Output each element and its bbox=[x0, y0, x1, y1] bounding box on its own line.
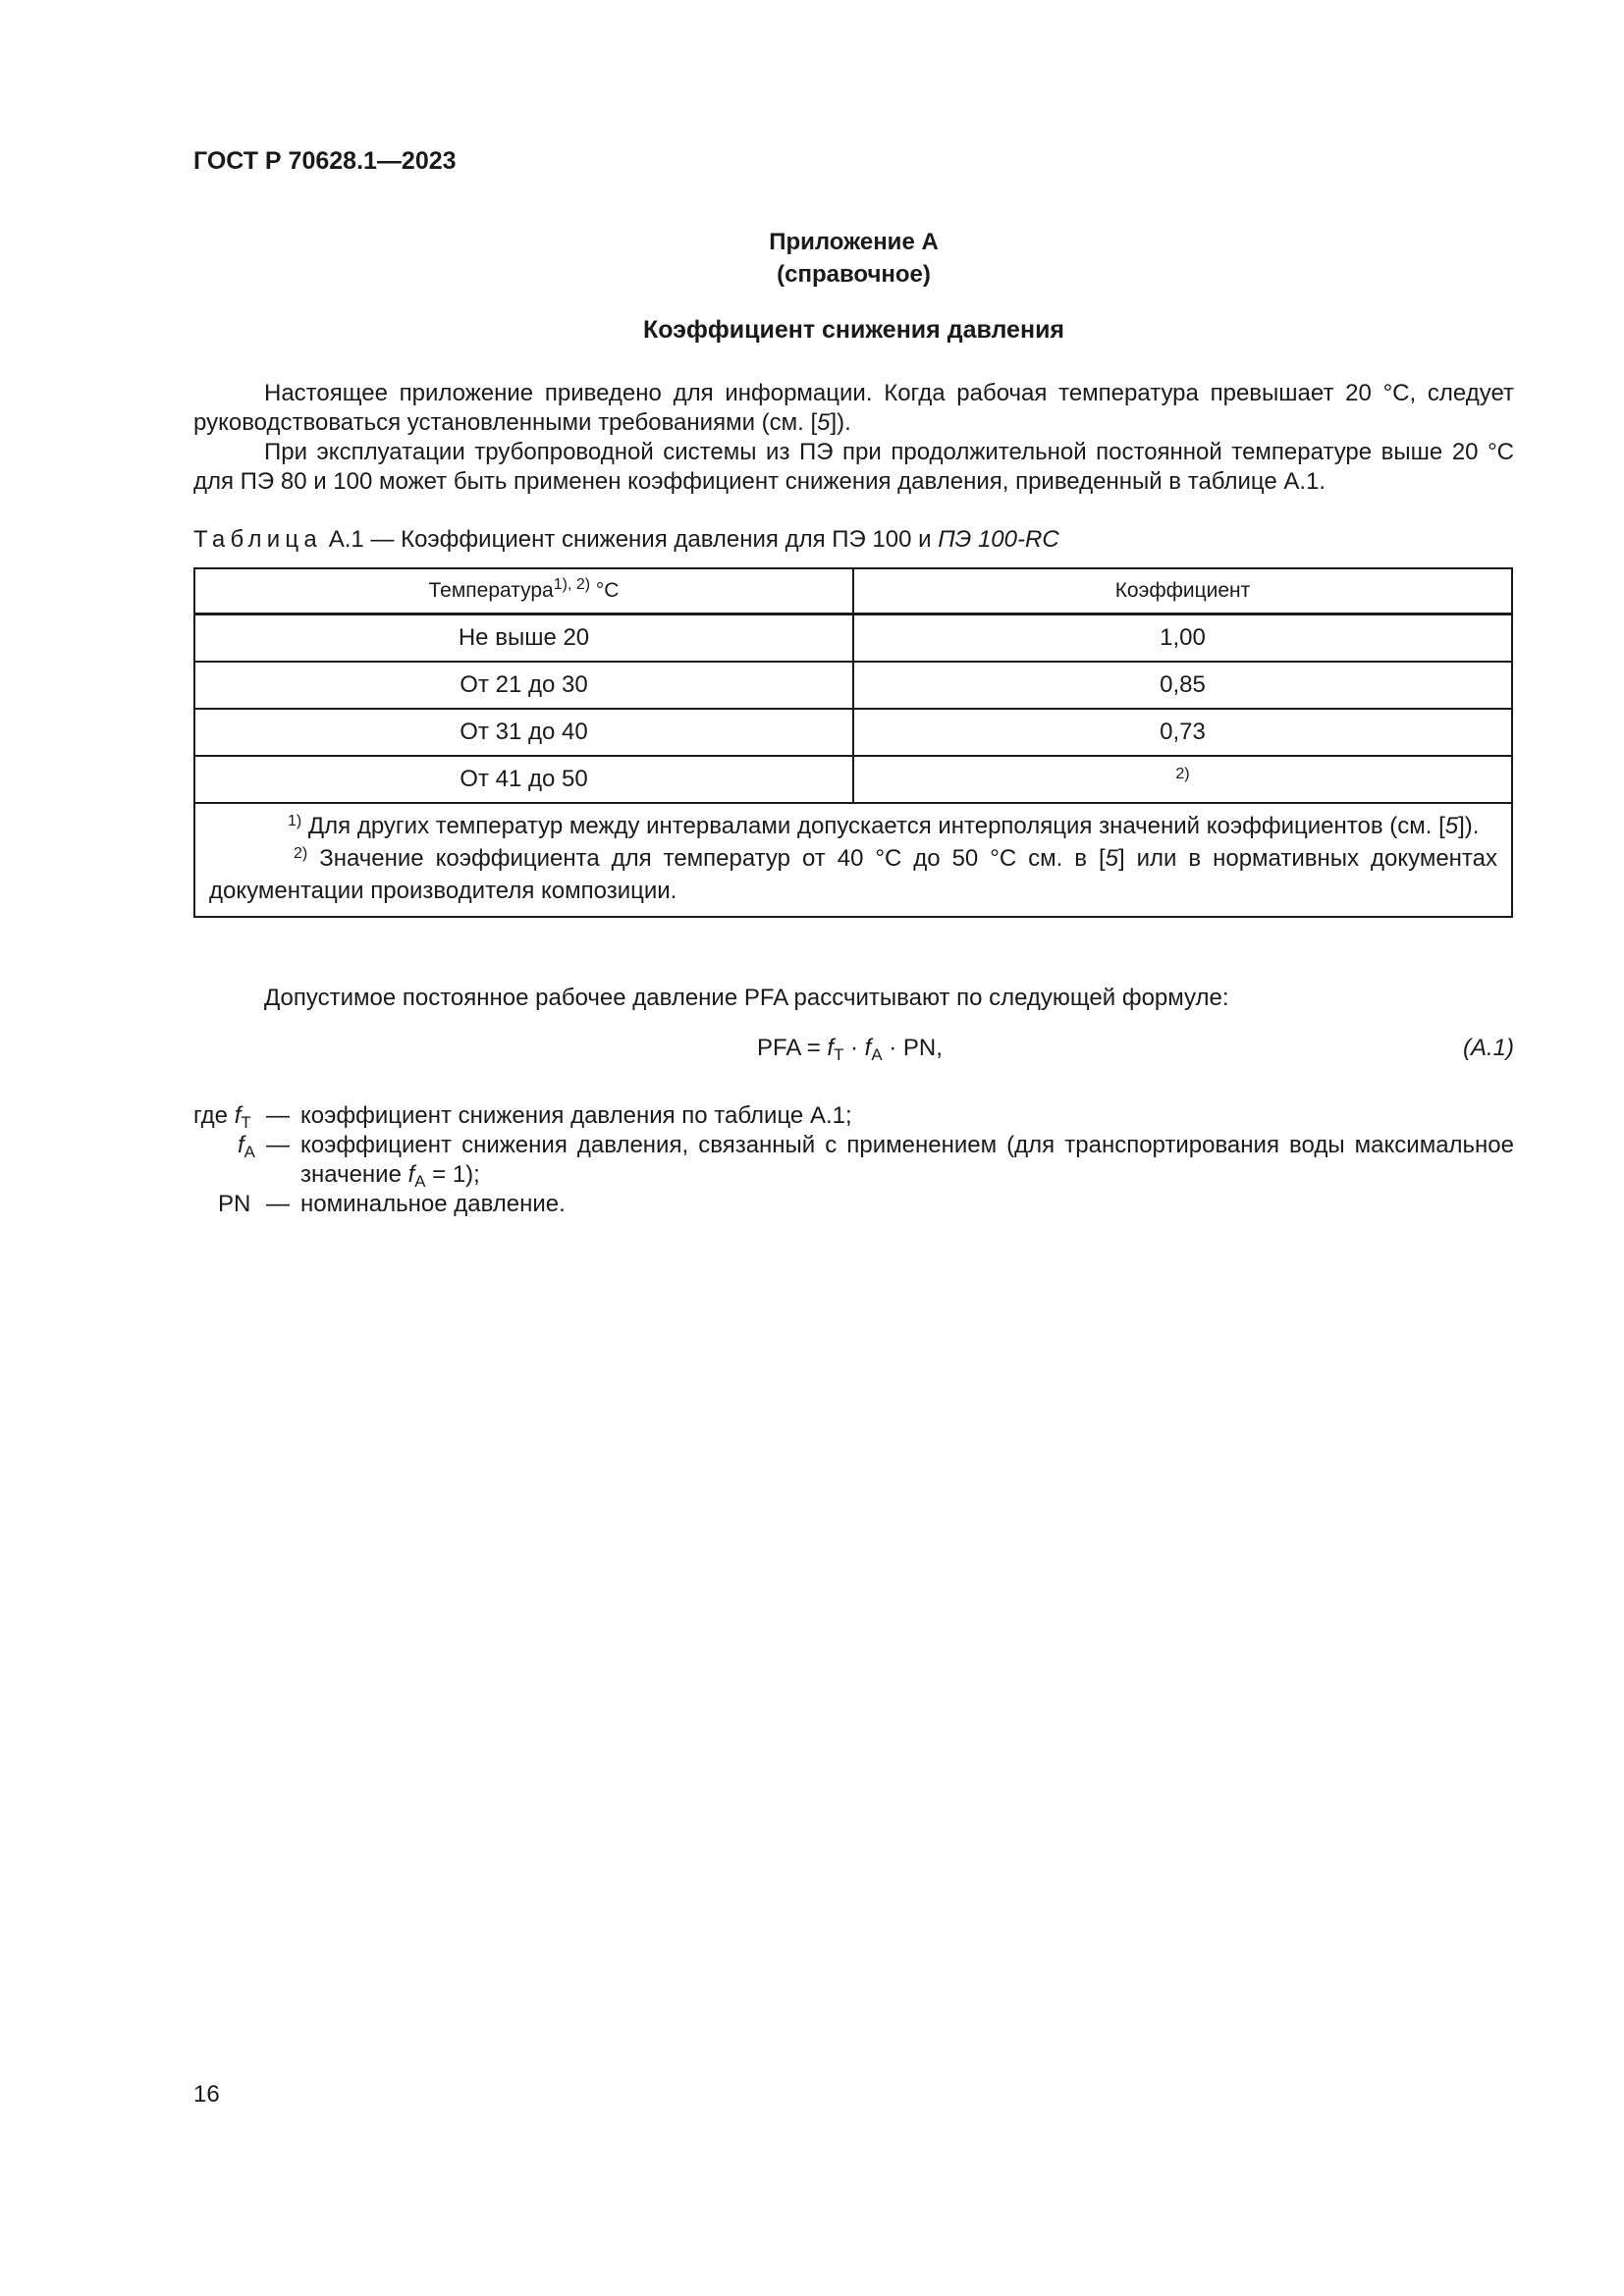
cell-coefficient: 0,73 bbox=[853, 709, 1512, 756]
table-header-row bbox=[194, 568, 1512, 614]
reference-5: 5 bbox=[817, 409, 831, 436]
table-row bbox=[194, 756, 1512, 803]
page-number: 16 bbox=[193, 2081, 220, 2108]
table-footnotes bbox=[194, 803, 1512, 917]
symbol-ft: где $f_T$ — коэффициент снижения давления по таблице А.1; bbox=[193, 1102, 852, 1133]
footnote-2: $^{2)}$ Значение коэффициента для температур от 40 °С до 50 °С см. в [5] или в нормативных документах документации производителя композиции. bbox=[209, 845, 1497, 904]
header-temperature: Температура$^{1), 2)}$ °С bbox=[194, 568, 853, 614]
header-footnote-marks: 1), 2) bbox=[553, 576, 591, 593]
table-row bbox=[194, 662, 1512, 709]
cell-coefficient: 0,85 bbox=[853, 662, 1512, 709]
reference-5: 5 bbox=[1105, 845, 1118, 872]
cell-temperature: Не выше 20 bbox=[194, 614, 853, 663]
annex-title: Приложение А bbox=[769, 229, 939, 255]
intro-p1-text: Настоящее приложение приведено для информации. Когда рабочая температура превышает 20 °С, следует руководствоваться установленными требованиями (см. [ bbox=[193, 380, 1514, 436]
section-heading: Коэффициент снижения давления bbox=[642, 316, 1065, 344]
intro-p1-end: ]). bbox=[830, 409, 851, 436]
cell-temperature: От 31 до 40 bbox=[194, 709, 853, 756]
table-caption-text: А.1 — Коэффициент снижения давления для ПЭ 100 и bbox=[328, 526, 932, 553]
cell-coefficient: 1,00 bbox=[853, 614, 1512, 663]
table-footnotes-row bbox=[194, 803, 1512, 917]
table-caption bbox=[193, 526, 1059, 554]
annex-kind: (справочное) bbox=[777, 261, 931, 288]
intro-paragraph-2 bbox=[193, 438, 1514, 497]
footnote-1-mark: 1) bbox=[288, 813, 302, 829]
header-coefficient: Коэффициент bbox=[853, 568, 1512, 614]
symbol-fa: $f_A$ — коэффициент снижения давления, связанный с применением (для транспортирования воды максимальное значение $f_A = 1$); bbox=[238, 1132, 1514, 1192]
intro-p2-text: При эксплуатации трубопроводной системы из ПЭ при продолжительной постоянной температуре выше 20 °С для ПЭ 80 и 100 может быть применен коэффициент снижения давления, приведенный в таблице А.1. bbox=[193, 439, 1514, 495]
reference-5: 5 bbox=[1444, 813, 1459, 839]
symbol-pn: PN — номинальное давление. bbox=[218, 1191, 566, 1217]
formula-expression: PFA = $f_T \cdot f_A$ · PN, bbox=[757, 1035, 943, 1065]
formula-intro: Допустимое постоянное рабочее давление PFA рассчитывают по следующей формуле: bbox=[264, 985, 1229, 1011]
document-code-header: ГОСТ Р 70628.1—2023 bbox=[193, 147, 457, 175]
cell-temperature: От 21 до 30 bbox=[194, 662, 853, 709]
table-caption-word: Таблица bbox=[193, 526, 323, 553]
coefficient-footnote-mark: 2) bbox=[1175, 766, 1190, 782]
table-row bbox=[194, 614, 1512, 663]
intro-paragraph-1 bbox=[193, 379, 1514, 438]
annex-title-block bbox=[193, 226, 1514, 291]
coefficient-table bbox=[193, 567, 1513, 918]
formula-number: (А.1) bbox=[1462, 1035, 1514, 1061]
cell-coefficient bbox=[853, 756, 1512, 803]
cell-temperature: От 41 до 50 bbox=[194, 756, 853, 803]
symbol-explanations bbox=[193, 1101, 1514, 1219]
footnote-2-mark: 2) bbox=[294, 845, 308, 862]
table-row bbox=[194, 709, 1512, 756]
footnote-1: $^{1)}$ Для других температур между интервалами допускается интерполяция значений коэффициентов (см. [5]). bbox=[288, 813, 1480, 839]
table-caption-italic: ПЭ 100-RC bbox=[938, 526, 1059, 553]
